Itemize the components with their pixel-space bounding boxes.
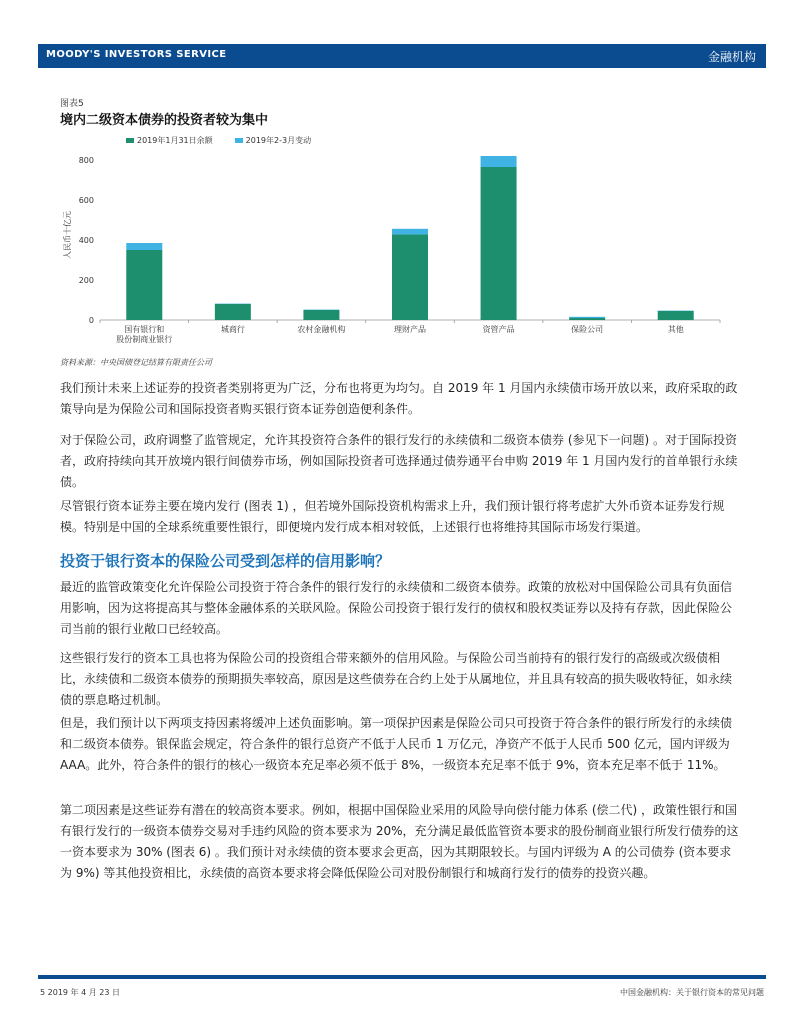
legend-swatch-change — [235, 138, 243, 143]
bar-change — [126, 243, 162, 250]
x-category-label: 城商行 — [220, 325, 245, 334]
footer-page-date: 5 2019 年 4 月 23 日 — [40, 988, 120, 997]
footer-bar — [38, 975, 766, 979]
paragraph-1: 我们预计未来上述证券的投资者类别将更为广泛，分布也将更为均匀。自 2019 年 1 月国内永续债市场开放以来，政府采取的政策导向是为保险公司和国际投资者购买银行资本证券创造便利条件。 — [60, 381, 738, 416]
paragraph-2: 对于保险公司，政府调整了监管规定，允许其投资符合条件的银行发行的永续债和二级资本债券 (参见下一问题) 。对于国际投资者，政府持续向其开放境内银行间债券市场，例如国际投资者可选择通过债券通平台申购 2019 年 1 月国内发行的首单银行永续债。 — [60, 433, 738, 489]
bar-change — [481, 156, 517, 167]
x-category-label: 农村金融机构 — [297, 325, 346, 334]
y-tick-label: 200 — [78, 276, 94, 285]
paragraph-5: 这些银行发行的资本工具也将为保险公司的投资组合带来额外的信用风险。与保险公司当前持有的银行发行的高级或次级债相比，永续债和二级资本债券的预期损失率较高，原因是这些债券在合约上处于从属地位，并且具有较高的损失吸收特征，如永续债的票息略过机制。 — [60, 651, 733, 707]
figure-source: 资料来源：中央国债登记结算有限责任公司 — [60, 358, 212, 367]
y-tick-label: 800 — [78, 156, 94, 165]
bar-balance — [481, 167, 517, 320]
bar-change — [392, 229, 428, 235]
paragraph-4: 最近的监管政策变化允许保险公司投资于符合条件的银行发行的永续债和二级资本债券。政策的放松对中国保险公司具有负面信用影响，因为这将提高其与整体金融体系的关联风险。保险公司投资于银行发行的债权和股权类证券以及持有存款，因此保险公司当前的银行业敞口已经较高。 — [60, 580, 733, 636]
bar-balance — [392, 234, 428, 320]
figure-title: 境内二级资本债券的投资者较为集中 — [60, 113, 269, 128]
x-category-label: 保险公司 — [571, 325, 604, 334]
legend-label-balance: 2019年1月31日余额 — [137, 136, 213, 145]
x-category-label: 国有银行和 — [124, 325, 165, 334]
paragraph-6: 但是，我们预计以下两项支持因素将缓冲上述负面影响。第一项保护因素是保险公司只可投资于符合条件的银行所发行的永续债和二级资本债券。银保监会规定，符合条件的银行总资产不低于人民币 1 万亿元，净资产不低于人民币 500 亿元，国内评级为 AAA。此外，符合条件的银行的核心一级资本充足率必须不低于 8%，一级资本充足率不低于 9%，资本充足率不低于 11%。 — [60, 716, 733, 772]
brand-name: MOODY'S INVESTORS SERVICE — [46, 49, 227, 60]
bar-balance — [126, 250, 162, 320]
footer-report-title: 中国金融机构：关于银行资本的常见问题 — [620, 988, 764, 997]
legend-item-change — [235, 135, 311, 146]
x-category-label: 其他 — [667, 325, 684, 334]
legend-swatch-balance — [126, 138, 134, 143]
chart-legend — [126, 135, 311, 146]
y-tick-label: 600 — [78, 196, 94, 205]
y-tick-label: 0 — [88, 316, 94, 325]
bar-balance — [215, 304, 251, 320]
figure-label: 图表5 — [60, 99, 84, 109]
bar-balance — [569, 318, 605, 320]
bar-balance — [303, 310, 339, 320]
legend-item-balance — [126, 135, 213, 146]
bar-change — [569, 317, 605, 318]
bar-balance — [658, 311, 694, 320]
y-tick-label: 400 — [78, 236, 94, 245]
x-category-label: 股份制商业银行 — [116, 335, 173, 344]
x-category-label: 理财产品 — [394, 325, 426, 334]
y-axis-title: 人民币十亿元 — [63, 211, 72, 259]
paragraph-3: 尽管银行资本证券主要在境内发行 (图表 1) ，但若境外国际投资机构需求上升，我们预计银行将考虑扩大外币资本证券发行规模。特别是中国的全球系统重要性银行，即便境内发行成本相对较低，上述银行也将维持其国际市场发行渠道。 — [60, 499, 725, 534]
paragraph-7: 第二项因素是这些证券有潜在的较高资本要求。例如，根据中国保险业采用的风险导向偿付能力体系 (偿二代) ，政策性银行和国有银行发行的一级资本债券交易对手违约风险的资本要求为 20%，充分满足最低监管资本要求的股份制商业银行所发行债券的这一资本要求为 30% (图表 6) 。我们预计对永续债的资本要求会更高，因为其期限较长。与国内评级为 A 的公司债券 (资本要求为 9%) 等其他投资相比，永续债的高资本要求将会降低保险公司对股份制银行和城商行发行的债券的投资兴趣。 — [60, 803, 739, 880]
x-category-label: 资管产品 — [482, 325, 515, 334]
section-name: 金融机构 — [707, 50, 756, 64]
header-bar — [38, 44, 766, 68]
section-heading: 投资于银行资本的保险公司受到怎样的信用影响？ — [60, 552, 391, 570]
bar-chart — [60, 150, 730, 356]
legend-label-change: 2019年2-3月变动 — [245, 136, 312, 145]
